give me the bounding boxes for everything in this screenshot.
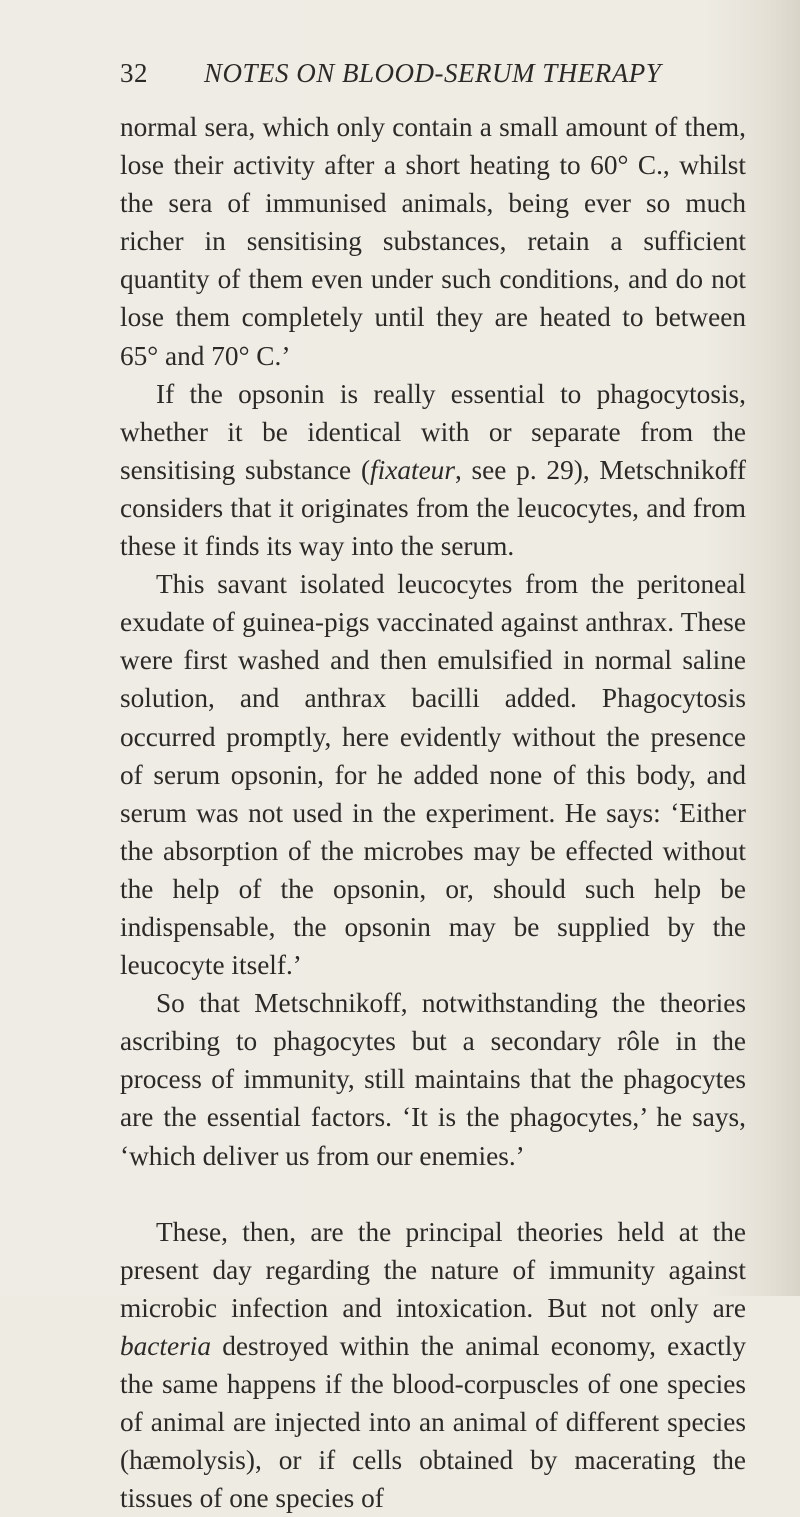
paragraph-conclusion: [120, 984, 746, 1174]
paragraph-text: If the opsonin is really essential to phagocytosis, whether it be identical with or separate from the sensitising substance (: [120, 378, 746, 485]
paragraph-text: , see p. 29), Metschnikoff considers that it originates from the leucocytes, and from these it finds its way into the serum.: [120, 454, 746, 562]
paragraph-text: So that Metschnikoff, notwithstanding the theories ascribing to phagocytes but a secondary rôle in the process of immunity, still maintains that the phagocytes are the essential factors. ‘It is the phagocytes,’ he says, ‘which deliver us from our enemies.’: [120, 988, 746, 1171]
running-head: [120, 58, 740, 94]
paragraph-experiment: [120, 565, 746, 984]
paragraph-continued: [120, 108, 746, 375]
italic-term: bacteria: [120, 1330, 211, 1361]
running-title: NOTES ON BLOOD-SERUM THERAPY: [204, 58, 662, 88]
paragraph-summary: [120, 1213, 746, 1517]
paragraph-text: These, then, are the principal theories held at the present day regarding the nature of immunity against microbic infection and intoxication. But not only are: [120, 1216, 746, 1323]
paragraph-text: This savant isolated leucocytes from the peritoneal exudate of guinea-pigs vaccinated against anthrax. These were first washed and then emulsified in normal saline solution, and anthrax bacilli added. Phagocytosis occurred promptly, here evidently without the presence of serum opsonin, for he added none of this body, and serum was not used in the experiment. He says: ‘Either the absorption of the microbes may be effected without the help of the opsonin, or, should such help be indispensable, the opsonin may be supplied by the leucocyte itself.’: [120, 569, 746, 981]
paragraph-opsonin: [120, 375, 746, 565]
paragraph-text: destroyed within the animal economy, exactly the same happens if the blood-corpuscles of one species of animal are injected into an animal of different species (hæmolysis), or if cells obtained by macerating the tissues of one species of: [120, 1330, 746, 1514]
paragraph-text: normal sera, which only contain a small amount of them, lose their activity after a short heating to 60° C., whilst the sera of immunised animals, being ever so much richer in sensitising substances, retain a sufficient quantity of them even under such conditions, and do not lose them completely until they are heated to between 65° and 70° C.’: [120, 112, 746, 371]
page-number: 32: [120, 58, 148, 88]
body-text: [120, 108, 746, 1517]
italic-term: fixateur: [370, 454, 455, 485]
